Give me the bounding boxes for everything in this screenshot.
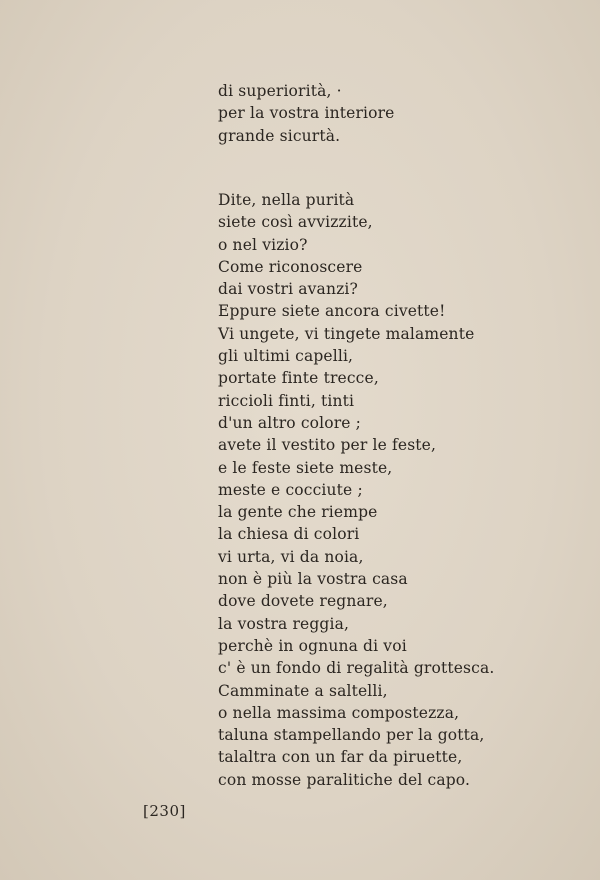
poem-line: Dite, nella purità xyxy=(218,191,355,209)
poem-line: e le feste siete meste, xyxy=(218,458,393,477)
poem-line: o nel vizio? xyxy=(218,235,308,254)
poem-line: di superiorità, · xyxy=(218,82,342,100)
poem-line: portate finte trecce, xyxy=(218,369,379,388)
poem-line: o nella massima compostezza, xyxy=(218,703,460,722)
poem-line: d'un altro colore ; xyxy=(218,413,362,432)
poem-line: talaltra con un far da piruette, xyxy=(218,748,463,767)
poem-line: dai vostri avanzi? xyxy=(218,280,358,299)
poem-line: la chiesa di colori xyxy=(218,525,360,544)
poem-line: la gente che riempe xyxy=(218,503,378,522)
poem-line: dove dovete regnare, xyxy=(218,592,388,611)
poem-line: riccioli finti, tinti xyxy=(218,391,355,410)
poem-line: siete così avvizzite, xyxy=(218,213,373,232)
poem-line: avete il vestito per le feste, xyxy=(218,436,437,455)
poem-line: taluna stampellando per la gotta, xyxy=(218,726,485,745)
poem-line: per la vostra interiore xyxy=(218,104,395,123)
poem-line: con mosse paralitiche del capo. xyxy=(218,770,471,789)
poem-line: Eppure siete ancora civette! xyxy=(218,302,446,321)
stanza-1 xyxy=(218,80,394,147)
poem-line: non è più la vostra casa xyxy=(218,570,408,589)
poem-line: Camminate a saltelli, xyxy=(218,681,388,700)
stanza-2 xyxy=(218,189,494,791)
poem-line: la vostra reggia, xyxy=(218,614,350,633)
poem-line: Come riconoscere xyxy=(218,257,363,276)
poem-line: perchè in ognuna di voi xyxy=(218,636,407,655)
poem-line: meste e cocciute ; xyxy=(218,480,363,499)
page-number: [230] xyxy=(143,802,186,820)
poem-line: vi urta, vi da noia, xyxy=(218,547,364,566)
poem-line: grande sicurtà. xyxy=(218,126,341,145)
poem-line: Vi ungete, vi tingete malamente xyxy=(218,324,475,343)
poem-line: c' è un fondo di regalità grottesca. xyxy=(218,659,495,678)
poem-line: gli ultimi capelli, xyxy=(218,347,354,366)
